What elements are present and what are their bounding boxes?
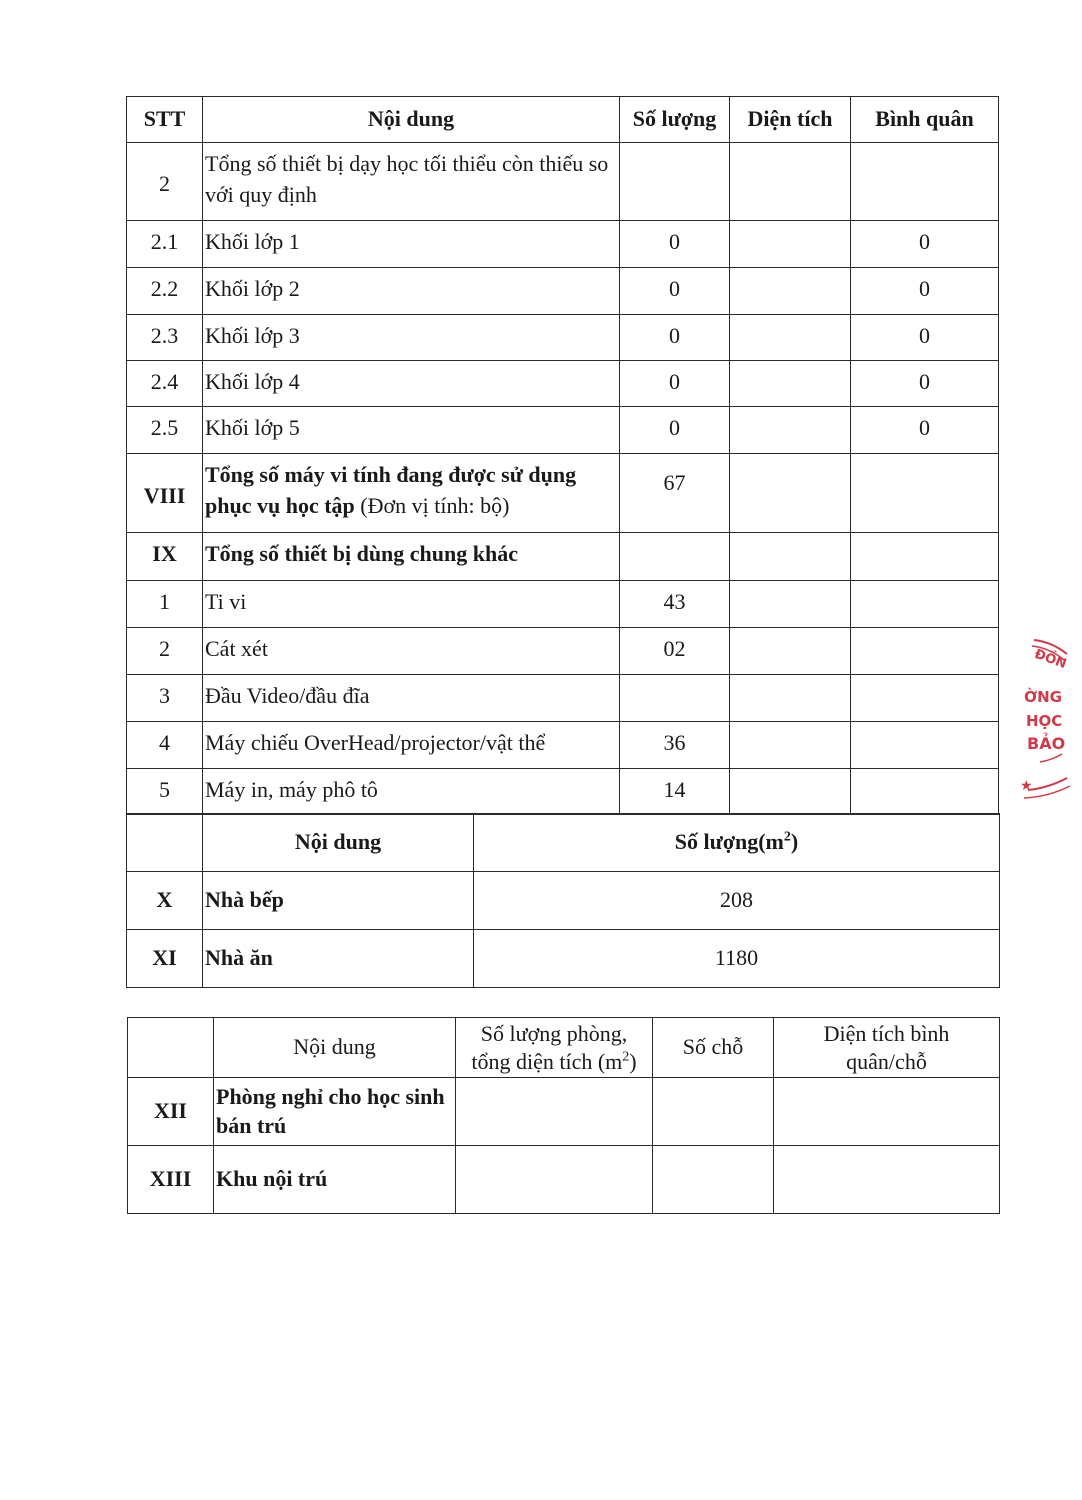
row-content-bold: Tổng số máy vi tính đang được sử dụng phục vụ học tập [205, 462, 577, 518]
row-area [730, 722, 851, 769]
row-area [730, 533, 851, 581]
row-rooms [456, 1078, 653, 1146]
header-blank [127, 814, 203, 872]
seal-text-4: BẢO [1027, 734, 1066, 753]
table-row [127, 315, 999, 361]
row-area [730, 454, 851, 533]
header-rooms-sup: 2 [622, 1049, 630, 1065]
row-area [730, 221, 851, 268]
row-stt: XII [128, 1078, 214, 1146]
row-average: 0 [851, 361, 999, 407]
header-avg [774, 1018, 1000, 1078]
row-average [851, 533, 999, 581]
table-header-row [127, 814, 1000, 872]
header-rooms-line2: tổng diện tích (m [471, 1048, 623, 1074]
row-avg [774, 1078, 1000, 1146]
row-quantity: 0 [620, 407, 730, 454]
header-avg-line1: Diện tích bình [823, 1021, 950, 1046]
row-seats [653, 1146, 774, 1214]
svg-text:★: ★ [1020, 778, 1033, 794]
row-stt: 2 [127, 143, 203, 221]
header-quantity-end: ) [790, 829, 799, 855]
header-quantity: Số lượng [620, 97, 730, 143]
table-row [127, 722, 999, 769]
row-average: 0 [851, 407, 999, 454]
row-stt: 2.1 [127, 221, 203, 268]
row-average [851, 143, 999, 221]
row-average: 0 [851, 221, 999, 268]
table-row [127, 872, 1000, 930]
row-stt: VIII [127, 454, 203, 533]
header-quantity [474, 814, 1000, 872]
row-seats [653, 1078, 774, 1146]
row-content: Máy in, máy phô tô [203, 769, 620, 815]
row-average [851, 722, 999, 769]
row-stt: 2 [127, 628, 203, 675]
row-avg [774, 1146, 1000, 1214]
kitchen-table [126, 813, 1000, 988]
table-row [127, 533, 999, 581]
header-content: Nội dung [203, 97, 620, 143]
table-row [127, 454, 999, 533]
row-average: 0 [851, 315, 999, 361]
row-stt: 3 [127, 675, 203, 722]
row-average: 0 [851, 268, 999, 315]
header-content: Nội dung [203, 814, 474, 872]
row-area [730, 268, 851, 315]
row-area [730, 407, 851, 454]
row-area [730, 769, 851, 815]
row-quantity: 02 [620, 628, 730, 675]
boarding-table [127, 1017, 1000, 1214]
row-quantity: 0 [620, 221, 730, 268]
row-area [730, 361, 851, 407]
row-average [851, 675, 999, 722]
table-row [128, 1078, 1000, 1146]
equipment-table [126, 96, 999, 815]
header-rooms [456, 1018, 653, 1078]
row-quantity: 43 [620, 581, 730, 628]
header-avg-line2: quân/chỗ [846, 1048, 927, 1074]
row-content: Nhà ăn [203, 930, 474, 988]
table-row [127, 581, 999, 628]
row-stt: 5 [127, 769, 203, 815]
header-blank [128, 1018, 214, 1078]
row-quantity: 0 [620, 268, 730, 315]
row-stt: 2.4 [127, 361, 203, 407]
header-quantity-text: Số lượng(m [674, 829, 784, 855]
row-content: Tổng số thiết bị dùng chung khác [203, 533, 620, 581]
row-content: Tổng số thiết bị dạy học tối thiểu còn thiếu so với quy định [203, 143, 620, 221]
row-content [203, 454, 620, 533]
row-stt: XIII [128, 1146, 214, 1214]
row-quantity [620, 533, 730, 581]
table-row [127, 221, 999, 268]
header-rooms-end: ) [629, 1048, 637, 1074]
row-content-unit: (Đơn vị tính: bộ) [354, 492, 510, 518]
row-average [851, 628, 999, 675]
row-content: Khối lớp 4 [203, 361, 620, 407]
row-stt: 2.3 [127, 315, 203, 361]
row-content: Nhà bếp [203, 872, 474, 930]
row-content: Máy chiếu OverHead/projector/vật thể [203, 722, 620, 769]
row-stt: 2.5 [127, 407, 203, 454]
row-area [730, 628, 851, 675]
row-quantity [620, 143, 730, 221]
row-average [851, 454, 999, 533]
row-stt: 4 [127, 722, 203, 769]
row-area [730, 315, 851, 361]
official-seal-stamp [1012, 632, 1082, 807]
header-quantity-sup: 2 [783, 829, 791, 845]
row-content: Khối lớp 1 [203, 221, 620, 268]
row-stt: X [127, 872, 203, 930]
table-row [127, 628, 999, 675]
row-quantity: 208 [474, 872, 1000, 930]
table-header-row [127, 97, 999, 143]
header-rooms-line1: Số lượng phòng, [480, 1021, 628, 1046]
row-content: Cát xét [203, 628, 620, 675]
seal-text-1: ĐỒN [1032, 646, 1069, 673]
header-stt: STT [127, 97, 203, 143]
row-stt: 1 [127, 581, 203, 628]
row-rooms [456, 1146, 653, 1214]
row-average [851, 769, 999, 815]
header-area: Diện tích [730, 97, 851, 143]
row-quantity: 36 [620, 722, 730, 769]
table-row [127, 675, 999, 722]
row-content: Khối lớp 5 [203, 407, 620, 454]
row-stt: IX [127, 533, 203, 581]
row-content: Đầu Video/đầu đĩa [203, 675, 620, 722]
row-area [730, 581, 851, 628]
row-stt: 2.2 [127, 268, 203, 315]
row-quantity: 1180 [474, 930, 1000, 988]
table-row [127, 361, 999, 407]
table-row [127, 407, 999, 454]
row-quantity: 0 [620, 315, 730, 361]
row-average [851, 581, 999, 628]
seal-text-3: HỌC [1026, 712, 1063, 730]
row-quantity: 0 [620, 361, 730, 407]
header-content: Nội dung [214, 1018, 456, 1078]
row-content: Ti vi [203, 581, 620, 628]
row-content: Khối lớp 3 [203, 315, 620, 361]
table-row [127, 769, 999, 815]
table-row [127, 143, 999, 221]
table-row [127, 930, 1000, 988]
row-content: Phòng nghỉ cho học sinh bán trú [214, 1078, 456, 1146]
table-row [128, 1146, 1000, 1214]
header-seats: Số chỗ [653, 1018, 774, 1078]
row-quantity: 14 [620, 769, 730, 815]
seal-text-2: ỜNG [1024, 688, 1062, 706]
row-content: Khối lớp 2 [203, 268, 620, 315]
row-area [730, 675, 851, 722]
table-header-row [128, 1018, 1000, 1078]
row-quantity [620, 675, 730, 722]
row-quantity: 67 [620, 454, 730, 533]
table-row [127, 268, 999, 315]
row-area [730, 143, 851, 221]
row-content: Khu nội trú [214, 1146, 456, 1214]
header-average: Bình quân [851, 97, 999, 143]
row-stt: XI [127, 930, 203, 988]
